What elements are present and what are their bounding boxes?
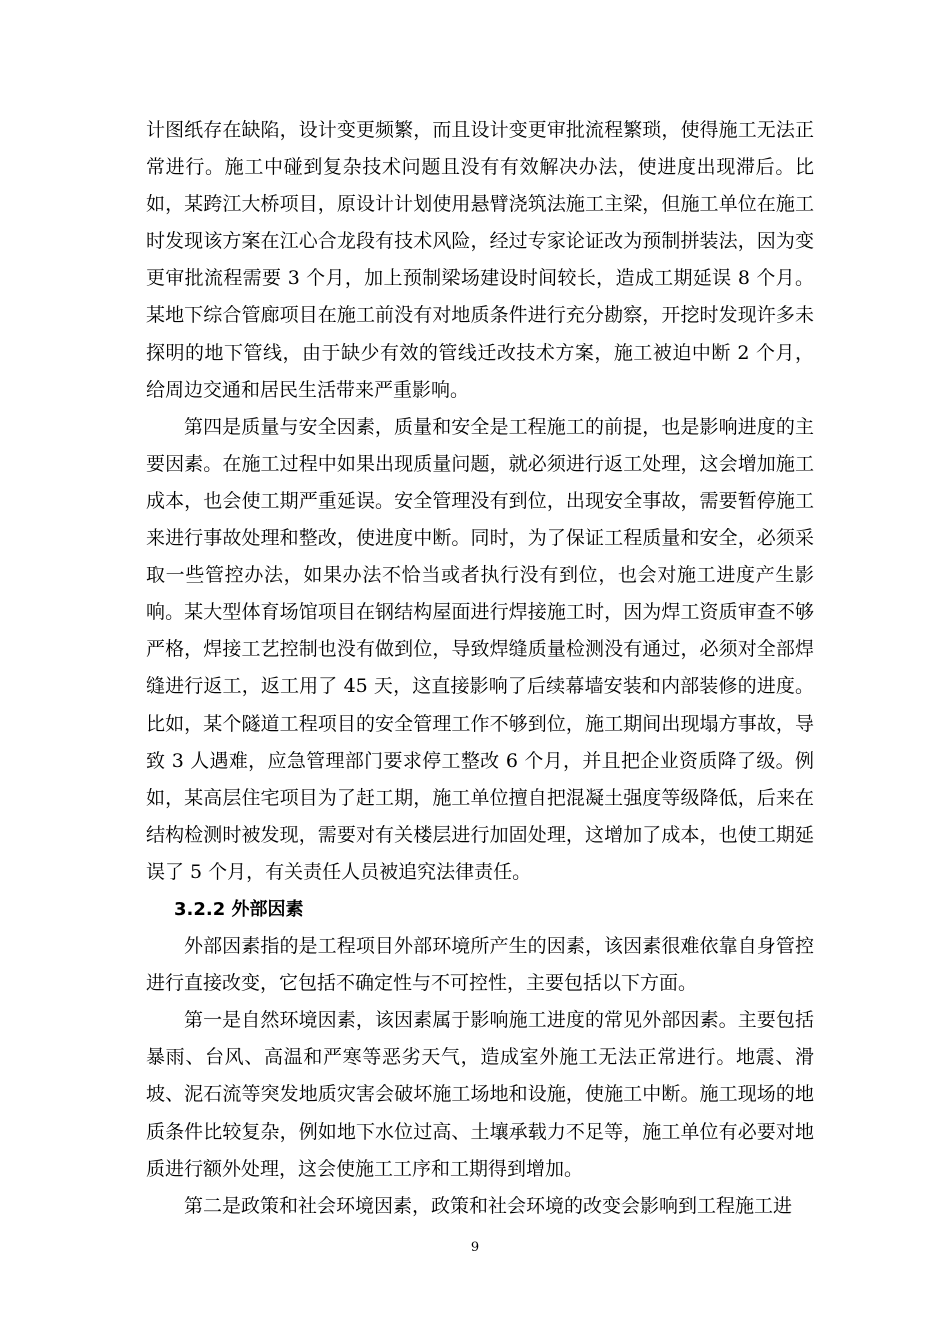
paragraph-natural-environment: 第一是自然环境因素，该因素属于影响施工进度的常见外部因素。主要包括暴雨、台风、高温和严寒等恶劣天气，造成室外施工无法正常进行。地震、滑坡、泥石流等突发地质灾害会破坏施工场地和设施，使施工中断。施工现场的地质条件比较复杂，例如地下水位过高、土壤承载力不足等，施工单位有必要对地质进行额外处理，这会使施工工序和工期得到增加。 [146,1009,814,1180]
page-number: 9 [470,1240,480,1255]
paragraph-policy-social: 第二是政策和社会环境因素，政策和社会环境的改变会影响到工程施工进 [184,1194,793,1217]
document-body [146,112,814,1225]
paragraph-quality-safety: 第四是质量与安全因素，质量和安全是工程施工的前提，也是影响进度的主要因素。在施工过程中如果出现质量问题，就必须进行返工处理，这会增加施工成本，也会使工期严重延误。安全管理没有到位，出现安全事故，需要暂停施工来进行事故处理和整改，使进度中断。同时，为了保证工程质量和安全，必须采取一些管控办法，如果办法不恰当或者执行没有到位，也会对施工进度产生影响。某大型体育场馆项目在钢结构屋面进行焊接施工时，因为焊工资质审查不够严格，焊接工艺控制也没有做到位，导致焊缝质量检测没有通过，必须对全部焊缝进行返工，返工用了 45 天，这直接影响了后续幕墙安装和内部装修的进度。比如，某个隧道工程项目的安全管理工作不够到位，施工期间出现塌方事故，导致 3 人遇难，应急管理部门要求停工整改 6 个月，并且把企业资质降了级。例如，某高层住宅项目为了赶工期，施工单位擅自把混凝土强度等级降低，后来在结构检测时被发现，需要对有关楼层进行加固处理，这增加了成本，也使工期延误了 5 个月，有关责任人员被追究法律责任。 [146,415,814,883]
paragraph-design-changes: 计图纸存在缺陷，设计变更频繁，而且设计变更审批流程繁琐，使得施工无法正常进行。施工中碰到复杂技术问题且没有有效解决办法，使进度出现滞后。比如，某跨江大桥项目，原设计计划使用悬臂浇筑法施工主梁，但施工单位在施工时发现该方案在江心合龙段有技术风险，经过专家论证改为预制拼装法，因为变更审批流程需要 3 个月，加上预制梁场建设时间较长，造成工期延误 8 个月。某地下综合管廊项目在施工前没有对地质条件进行充分勘察，开挖时发现许多未探明的地下管线，由于缺少有效的管线迁改技术方案，施工被迫中断 2 个月，给周边交通和居民生活带来严重影响。 [146,119,814,401]
section-heading-external-factors: 3.2.2 外部因素 [174,898,304,920]
paragraph-external-definition: 外部因素指的是工程项目外部环境所产生的因素，该因素很难依靠自身管控进行直接改变，它包括不确定性与不可控性，主要包括以下方面。 [146,935,814,995]
